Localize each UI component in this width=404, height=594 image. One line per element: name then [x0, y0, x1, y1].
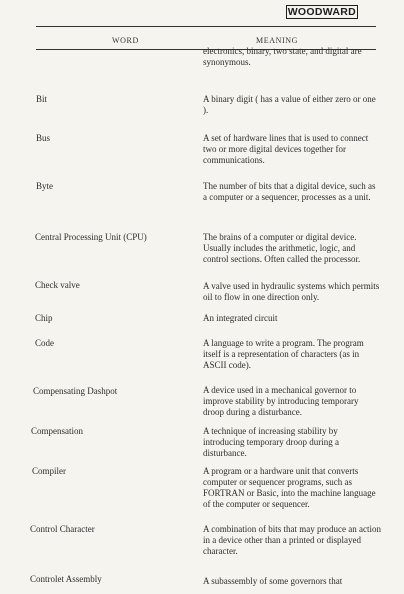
brand-logo	[286, 6, 358, 18]
entry-term: Control Character	[30, 524, 95, 535]
entry-definition: A set of hardware lines that is used to connect two or more digital devices together for communications.	[203, 133, 369, 166]
entry-term: Bus	[36, 133, 51, 144]
entry-definition: A technique of increasing stability by introducing temporary droop during a disturbance.	[203, 426, 339, 459]
entry-term: Compiler	[32, 466, 66, 477]
entry-term: Check valve	[35, 279, 80, 290]
continuation-text: electronics, binary, two state, and digital are synonymous.	[203, 46, 362, 68]
entry-term: Bit	[36, 94, 48, 105]
top-rule	[36, 26, 376, 27]
entry-term: Byte	[36, 181, 53, 192]
entry-definition: A combination of bits that may produce an action in a device other than a printed or displayed character.	[203, 524, 381, 557]
entry-definition: A device used in a mechanical governor to improve stability by introducing temporary droop during a disturbance.	[203, 384, 359, 417]
entry-term: Compensating Dashpot	[33, 385, 118, 396]
entry-definition: A language to write a program. The program itself is a representation of characters (as in ASCII code).	[203, 338, 364, 371]
entry-definition: A valve used in hydraulic systems which permits oil to flow in one direction only.	[203, 280, 380, 302]
entry-term: Code	[35, 338, 54, 349]
entry-definition: A binary digit ( has a value of either zero or one ).	[203, 94, 376, 116]
brand-logo-text: WOODWARD	[287, 6, 356, 18]
entry-term: Controlet Assembly	[30, 573, 102, 584]
entry-term: Chip	[35, 313, 53, 324]
entry-definition: The number of bits that a digital device, such as a computer or a sequencer, processes as a unit.	[203, 181, 376, 203]
meaning-column-header: MEANING	[256, 36, 298, 45]
word-column-header: WORD	[112, 36, 139, 45]
entry-definition: A subassembly of some governors that	[203, 576, 343, 587]
entry-term: Central Processing Unit (CPU)	[35, 231, 147, 242]
entry-definition: A program or a hardware unit that converts computer or sequencer programs, such as FORTRAN or Basic, into the machine language of the computer or sequencer.	[203, 466, 376, 510]
entry-definition: The brains of a computer or digital device. Usually includes the arithmetic, logic, and control sections. Often called the processor.	[203, 231, 361, 264]
entry-definition: An integrated circuit	[203, 313, 278, 324]
entry-term: Compensation	[31, 426, 83, 437]
